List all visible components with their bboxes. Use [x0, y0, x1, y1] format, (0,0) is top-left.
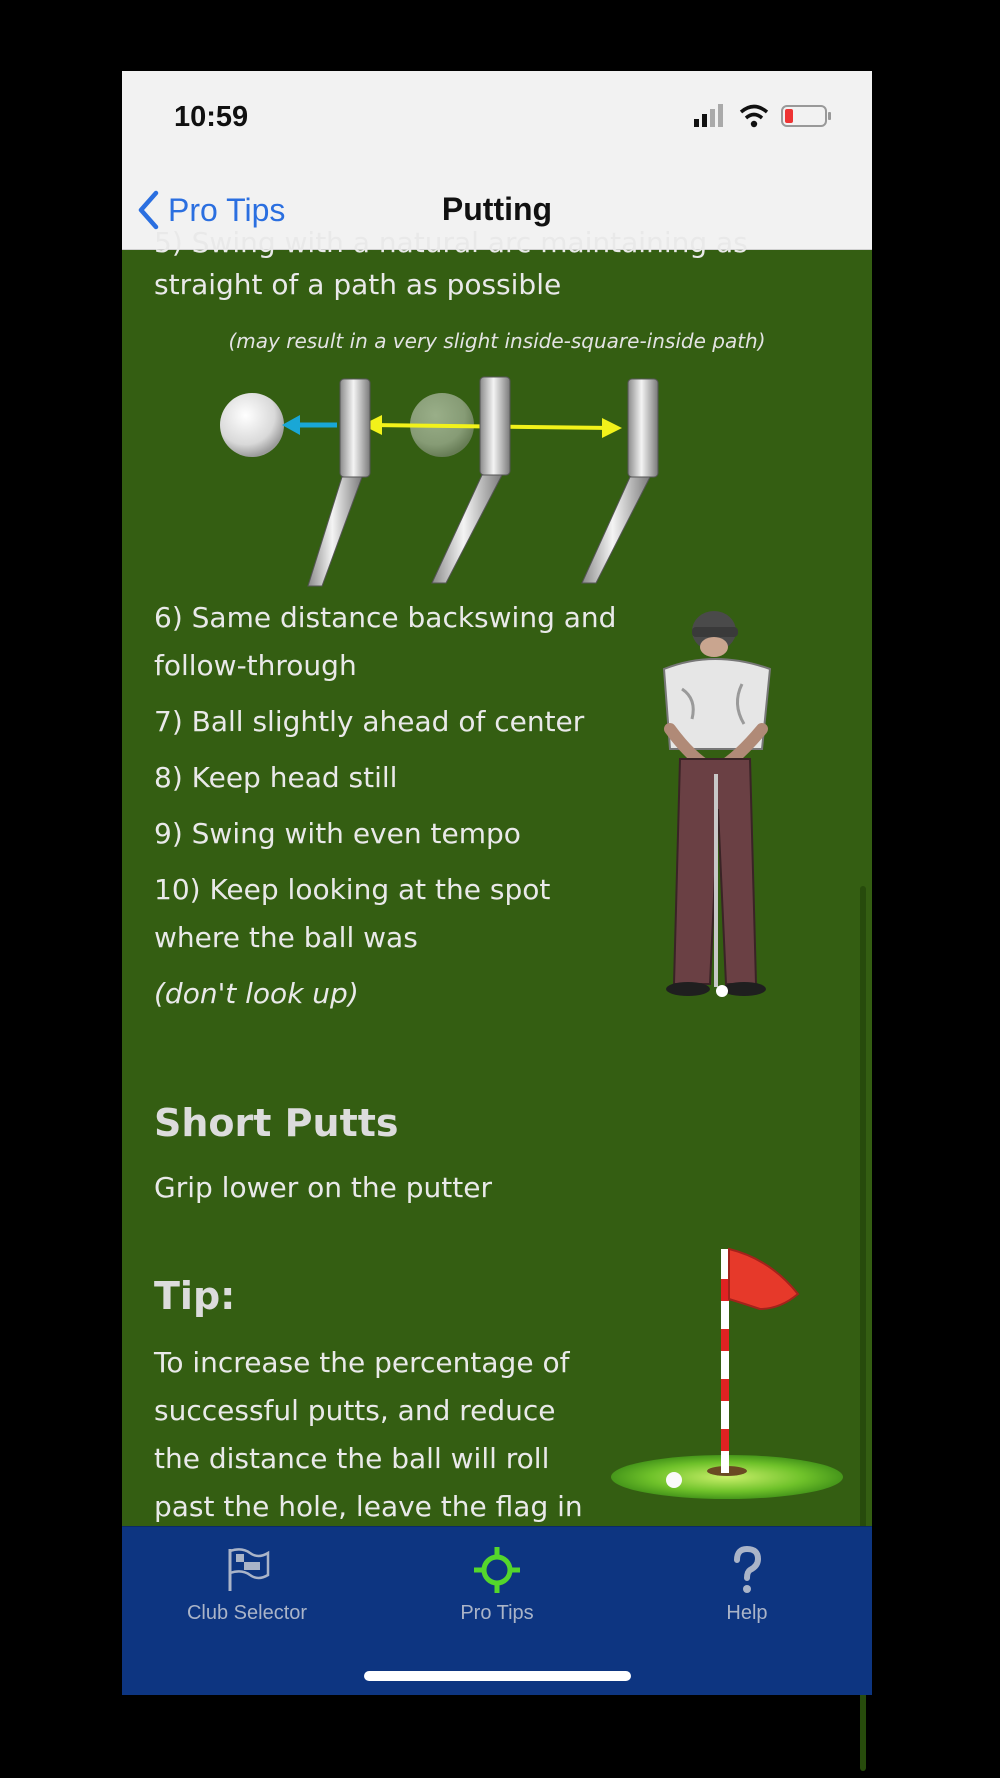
crosshair-icon	[472, 1545, 522, 1595]
wifi-icon	[741, 107, 767, 128]
list-item: 9) Swing with even tempo	[154, 817, 521, 850]
tab-club-selector[interactable]	[122, 1527, 372, 1637]
back-button-label: Pro Tips	[168, 191, 286, 228]
question-icon	[722, 1545, 772, 1595]
step-5-line-1: 5) Swing with a natural arc maintaining as	[154, 226, 748, 259]
tab-help[interactable]	[622, 1527, 872, 1637]
tab-bar	[122, 1526, 872, 1695]
putter-head-icon	[582, 379, 658, 583]
list-item: 7) Ball slightly ahead of center	[154, 705, 585, 738]
short-putts-heading: Short Putts	[154, 1101, 399, 1145]
tip-text: To increase the percentage of successful putts, and reduce the distance the ball will roll past the hole, leave the flag in	[154, 1346, 583, 1523]
path-caption: (may result in a very slight inside-square-inside path)	[228, 329, 766, 353]
golfer-putting-illustration	[652, 609, 792, 1001]
step-5-line-2: straight of a path as possible	[154, 268, 562, 301]
arrow-left-icon	[282, 415, 337, 435]
home-indicator[interactable]	[364, 1671, 631, 1681]
status-bar	[122, 71, 872, 171]
golf-ball-icon	[220, 393, 284, 457]
page-title: Putting	[441, 191, 553, 227]
content-scroll-area[interactable]	[122, 226, 872, 1597]
tab-pro-tips[interactable]	[372, 1527, 622, 1637]
phone-screen	[122, 71, 872, 1694]
flag-icon	[222, 1545, 272, 1595]
putter-path-illustration	[222, 371, 722, 586]
tab-label: Help	[726, 1602, 768, 1624]
list-item: 10) Keep looking at the spot where the ball was	[154, 873, 551, 954]
list-item: 8) Keep head still	[154, 761, 398, 794]
steps-note: (don't look up)	[154, 977, 359, 1010]
status-icons	[694, 101, 844, 131]
tab-label: Pro Tips	[460, 1602, 534, 1624]
short-putts-text: Grip lower on the putter	[154, 1171, 492, 1204]
status-time: 10:59	[174, 101, 249, 133]
tab-label: Club Selector	[186, 1602, 308, 1624]
battery-icon	[782, 106, 831, 126]
putting-steps-list	[154, 594, 634, 1018]
putter-head-icon	[308, 379, 370, 586]
flag-hole-illustration	[610, 1239, 845, 1499]
signal-icon	[694, 104, 723, 127]
tip-heading: Tip:	[154, 1274, 236, 1318]
list-item: 6) Same distance backswing and follow-through	[154, 601, 617, 682]
